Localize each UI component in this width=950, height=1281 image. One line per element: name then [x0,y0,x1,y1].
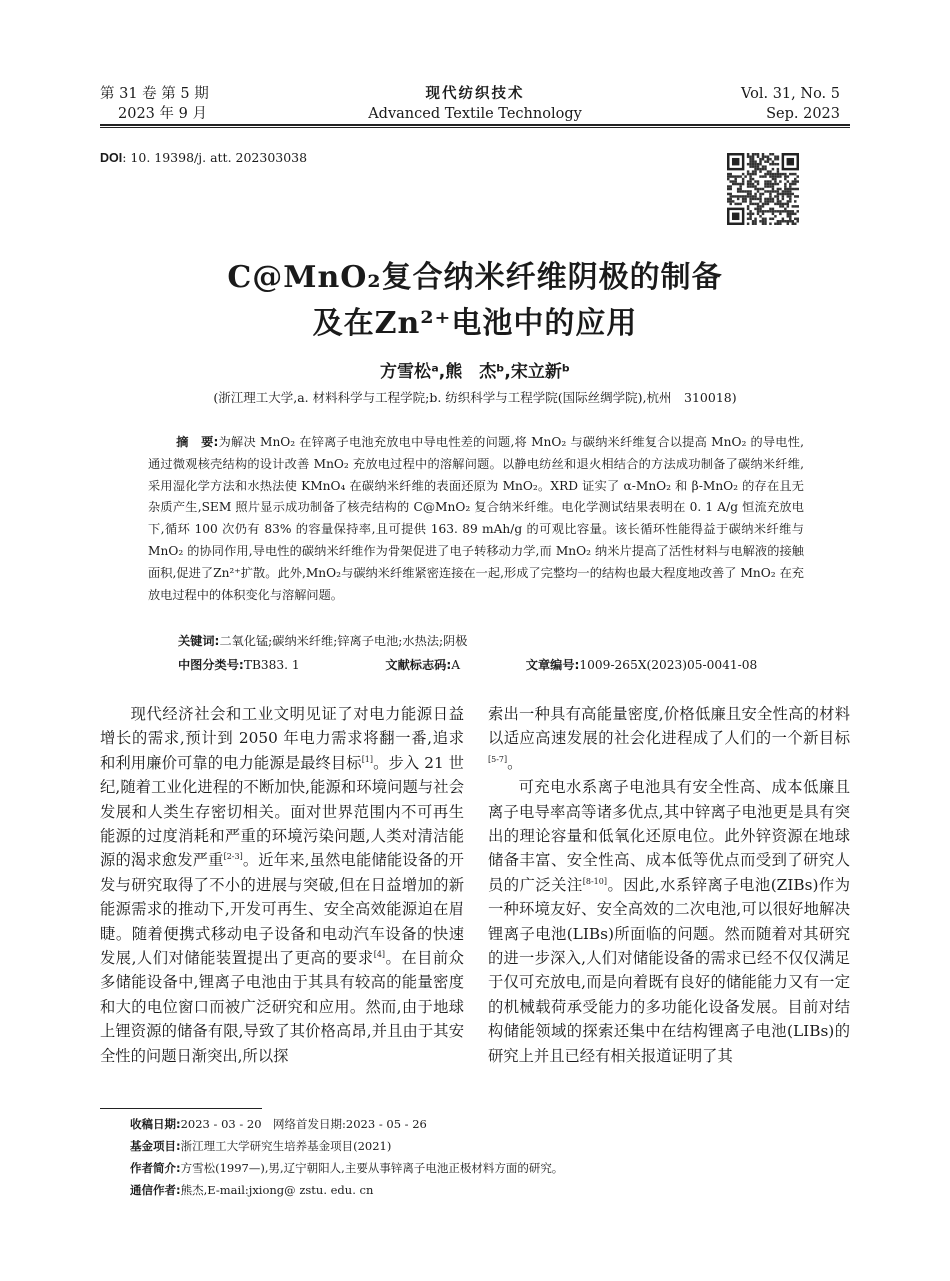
header-vol-en: Vol. 31, No. 5 [740,86,840,102]
citation[interactable]: [1] [361,754,374,764]
footnote-corresponding [130,1180,373,1200]
citation[interactable]: [4] [373,950,386,960]
body-left-column [100,702,464,1068]
header-volume: 第 31 卷 第 5 期 [100,86,209,102]
text-run: 。近年来,虽然电能储能设备的开发与研究取得了不小的进展与突破,但在日益增加的新能源需求的推动下,开发可再生、安全高效能源迫在眉睫。随着便携式移动电子设备和电动汽车设备的快速发展,人们对储能装置提出了更高的要求 [100,851,464,968]
article-number-label: 文章编号: [525,658,580,672]
body-right-column [488,702,850,1068]
text-run: 。 [507,753,523,772]
text-run: 现代经济社会和工业文明见证了对电力能源日益增长的需求,预计到 2050 年电力需求将翻一番,追求和利用廉价可靠的电力能源是最终目标 [100,705,464,772]
text-run: 可充电水系离子电池具有安全性高、成本低廉且离子电导率高等诸多优点,其中锌离子电池更是具有突出的理论容量和低氧化还原电位。此外锌资源在地球储备丰富、安全性高、成本低等优点而受到了研究人员的广泛关注 [488,778,850,894]
footnote-rule [100,1108,262,1109]
header-date-en: Sep. 2023 [766,106,840,122]
text-run: 。步入 21 世纪,随着工业化进程的不断加快,能源和环境问题与社会发展和人类生存密切相关。面对世界范围内不可再生能源的过度消耗和严重的环境污染问题,人类对清洁能源的渴求愈发严重 [100,753,464,870]
header-date-cn: 2023 年 9 月 [118,106,207,122]
footnote-label: 通信作者: [130,1183,181,1197]
text-run: 。在目前众多储能设备中,锂离子电池由于其具有较高的能量密度和大的电位窗口而被广泛研究和应用。然而,由于地球上锂资源的储备有限,导致了其价格高昂,并且由于其安全性的问题日渐突出,所以探 [100,949,464,1065]
paragraph [488,702,850,775]
footnote-text: 浙江理工大学研究生培养基金项目(2021) [180,1139,392,1153]
abstract-text: 为解决 MnO₂ 在锌离子电池充放电中导电性差的问题,将 MnO₂ 与碳纳米纤维复合以提高 MnO₂ 的导电性,通过微观核壳结构的设计改善 MnO₂ 充放电过程中的溶解问题。以静电纺丝和退火相结合的方法成功制备了碳纳米纤维,采用湿化学方法和水热法使 KMnO₄ 在碳纳米纤维的表面还原为 MnO₂。XRD 证实了 α-MnO₂ 和 β-MnO₂ 的存在且无杂质产生,SEM 照片显示成功制备了核壳结构的 C@MnO₂ 复合纳米纤维。电化学测试结果表明在 0. 1 A/g 恒流充放电下,循环 100 次仍有 83% 的容量保持率,且可提供 163. 89 mAh/g 的可观比容量。该长循环性能得益于碳纳米纤维与 MnO₂ 的协同作用,导电性的碳纳米纤维作为骨架促进了电子转移动力学,而 MnO₂ 纳米片提高了活性材料与电解液的接触面积,促进了Zn²⁺扩散。此外,MnO₂与碳纳米纤维紧密连接在一起,形成了完整均一的结构也最大程度地改善了 MnO₂ 在充放电过程中的体积变化与溶解问题。 [148,435,805,602]
class-value: TB383. 1 [243,658,300,672]
footnote-label: 作者简介: [130,1161,181,1175]
doi-value[interactable]: : 10. 19398/j. att. 202303038 [122,150,308,165]
footnote-fund [130,1136,391,1156]
class-label: 中图分类号: [178,658,244,672]
footnote-text: 方雪松(1997—),男,辽宁朝阳人,主要从事锌离子电池正极材料方面的研究。 [180,1161,564,1175]
keywords-label: 关键词: [178,634,220,648]
footnote-received [130,1114,427,1134]
paragraph [488,775,850,1068]
citation[interactable]: [5-7] [488,754,508,764]
footnote-text[interactable]: 熊杰,E-mail:jxiong@ zstu. edu. cn [180,1183,374,1197]
paragraph [100,702,464,1068]
text-run: 。因此,水系锌离子电池(ZIBs)作为一种环境友好、安全高效的二次电池,可以很好地解决锂离子电池(LIBs)所面临的问题。然而随着对其研究的进一步深入,人们对储能设备的需求已经不仅仅满足于仅可充放电,而是向着既有良好的储能能力又有一定的机械载荷承受能力的多功能化设备发展。目前对结构储能领域的探索还集中在结构锂离子电池(LIBs)的研究上并且已经有相关报道证明了其 [488,875,850,1065]
footnote-label: 基金项目: [130,1139,181,1153]
abstract-label: 摘 要: [176,435,219,449]
keywords [178,632,467,649]
header-journal-en: Advanced Textile Technology [368,106,582,122]
affiliation: (浙江理工大学,a. 材料科学与工程学院;b. 纺织科学与工程学院(国际丝绸学院),杭州 310018) [213,390,737,405]
header-journal-cn: 现代纺织技术 [425,85,525,102]
authors: 方雪松ᵃ,熊 杰ᵇ,宋立新ᵇ [380,362,570,382]
qr-code-icon[interactable] [727,153,799,225]
citation[interactable]: [2-3] [223,852,243,862]
doi-label: DOI [100,151,123,165]
keywords-value: 二氧化锰;碳纳米纤维;锌离子电池;水热法;阴极 [219,634,468,648]
doi-line [100,150,307,165]
classification-line [178,656,818,673]
title-line-2: 及在Zn²⁺电池中的应用 [312,306,638,341]
article-number-value: 1009-265X(2023)05-0041-08 [579,658,758,672]
doc-code-label: 文献标志码: [385,658,452,672]
abstract [148,432,804,606]
footnote-label: 收稿日期: [130,1117,181,1131]
footnote-author [130,1158,563,1178]
doc-code-value: A [451,658,461,672]
header-rule-top [100,124,850,126]
citation[interactable]: [8-10] [582,876,607,886]
text-run: 索出一种具有高能量密度,价格低廉且安全性高的材料以适应高速发展的社会化进程成了人们的一个新目标 [488,705,850,748]
footnote-text: 2023 - 03 - 20 网络首发日期:2023 - 05 - 26 [180,1117,427,1131]
header-rule-bottom [100,127,850,128]
title-line-1: C@MnO₂复合纳米纤维阴极的制备 [227,260,723,295]
